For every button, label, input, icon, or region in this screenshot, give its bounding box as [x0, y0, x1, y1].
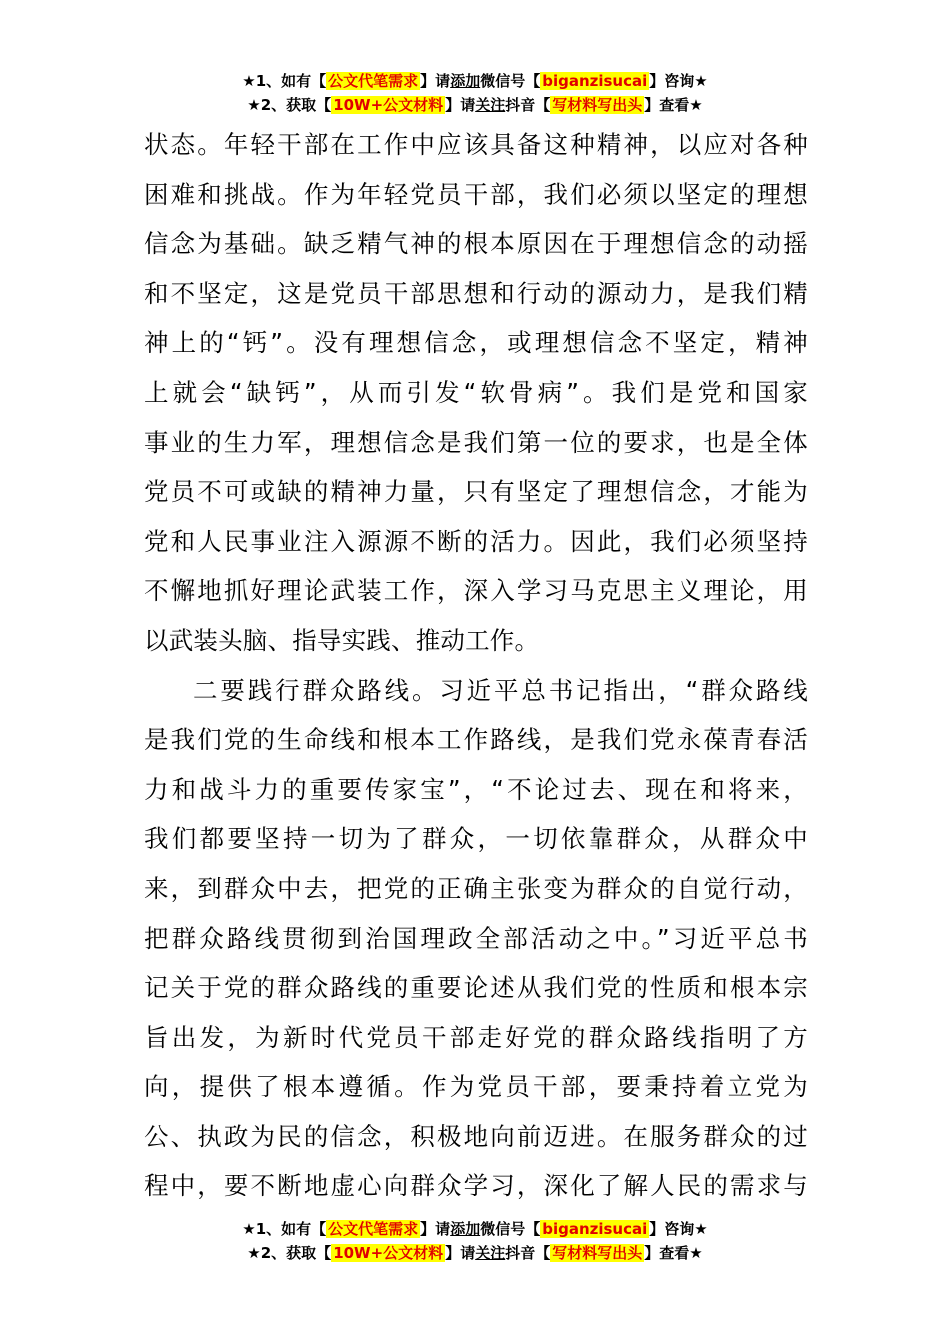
- text-line: 以武装头脑、指导实践、推动工作。: [144, 625, 540, 655]
- highlight-douyin-account: 写材料写出头: [552, 1244, 643, 1262]
- text-line: 神上的“钙”。没有理想信念，或理想信念不坚定，精神: [144, 328, 808, 358]
- document-body: [144, 120, 808, 1211]
- banner-line-1: [0, 70, 950, 94]
- banner-text: 】咨询★: [649, 1220, 708, 1238]
- highlight-service: 公文代笔需求: [328, 1220, 419, 1238]
- text-line: 状态。年轻干部在工作中应该具备这种精神，以应对各种: [144, 130, 808, 159]
- banner-underlined: 添加: [450, 72, 481, 90]
- highlight-service: 公文代笔需求: [328, 72, 419, 90]
- text-line: 是我们党的生命线和根本工作路线，是我们党永葆青春活: [144, 725, 808, 755]
- text-line: 不懈地抓好理论武装工作，深入学习马克思主义理论，用: [144, 576, 808, 606]
- banner-text: 微信号【: [480, 72, 541, 90]
- text-line: 困难和挑战。作为年轻党员干部，我们必须以坚定的理想: [144, 179, 808, 209]
- text-line: 把群众路线贯彻到治国理政全部活动之中。”习近平总书: [144, 923, 808, 953]
- banner-text: ★1、如有【: [242, 72, 327, 90]
- banner-text: ★1、如有【: [242, 1220, 327, 1238]
- banner-text: 】请: [420, 1220, 451, 1238]
- text-line: 和不坚定，这是党员干部思想和行动的源动力，是我们精: [144, 278, 808, 308]
- banner-line-2: [0, 1242, 950, 1266]
- footer-banner: [0, 1218, 950, 1266]
- banner-text: 】咨询★: [649, 72, 708, 90]
- text-line: 信念为基础。缺乏精气神的根本原因在于理想信念的动摇: [144, 229, 808, 259]
- text-line: 上就会“缺钙”，从而引发“软骨病”。我们是党和国家: [144, 377, 808, 407]
- banner-text: 】请: [420, 72, 451, 90]
- highlight-materials: 10W+公文材料: [333, 1244, 444, 1262]
- highlight-materials: 10W+公文材料: [333, 96, 444, 114]
- text-line: 公、执政为民的信念，积极地向前迈进。在服务群众的过: [144, 1121, 808, 1151]
- banner-underlined: 添加: [450, 1220, 481, 1238]
- banner-text: 抖音【: [505, 96, 551, 114]
- text-line: 程中，要不断地虚心向群众学习，深化了解人民的需求与: [144, 1171, 808, 1201]
- banner-text: 】查看★: [644, 1244, 703, 1262]
- text-line: 力和战斗力的重要传家宝”，“不论过去、现在和将来，: [144, 774, 808, 804]
- text-line: 党员不可或缺的精神力量，只有坚定了理想信念，才能为: [144, 477, 808, 507]
- highlight-douyin-account: 写材料写出头: [552, 96, 643, 114]
- banner-text: ★2、获取【: [247, 1244, 332, 1262]
- highlight-wechat-id: biganzisucai: [542, 1220, 648, 1238]
- banner-text: 抖音【: [505, 1244, 551, 1262]
- text-line: 向，提供了根本遵循。作为党员干部，要秉持着立党为: [144, 1072, 808, 1102]
- text-line: 来，到群众中去，把党的正确主张变为群众的自觉行动，: [144, 873, 808, 903]
- paragraph-2: [144, 666, 808, 1212]
- banner-line-2: [0, 94, 950, 118]
- banner-text: 】请: [445, 1244, 476, 1262]
- text-line: 事业的生力军，理想信念是我们第一位的要求，也是全体: [144, 427, 808, 457]
- banner-text: 微信号【: [480, 1220, 541, 1238]
- text-line: 我们都要坚持一切为了群众，一切依靠群众，从群众中: [144, 824, 808, 854]
- banner-text: 】查看★: [644, 96, 703, 114]
- paragraph-1: [144, 120, 808, 666]
- text-line: 记关于党的群众路线的重要论述从我们党的性质和根本宗: [144, 973, 808, 1003]
- banner-line-1: [0, 1218, 950, 1242]
- text-line: 党和人民事业注入源源不断的活力。因此，我们必须坚持: [144, 526, 808, 556]
- banner-text: ★2、获取【: [247, 96, 332, 114]
- banner-underlined: 关注: [475, 96, 506, 114]
- highlight-wechat-id: biganzisucai: [542, 72, 648, 90]
- banner-underlined: 关注: [475, 1244, 506, 1262]
- header-banner: [0, 70, 950, 118]
- banner-text: 】请: [445, 96, 476, 114]
- text-line: 旨出发，为新时代党员干部走好党的群众路线指明了方: [144, 1022, 808, 1052]
- text-line: 二要践行群众路线。习近平总书记指出，“群众路线: [193, 675, 808, 705]
